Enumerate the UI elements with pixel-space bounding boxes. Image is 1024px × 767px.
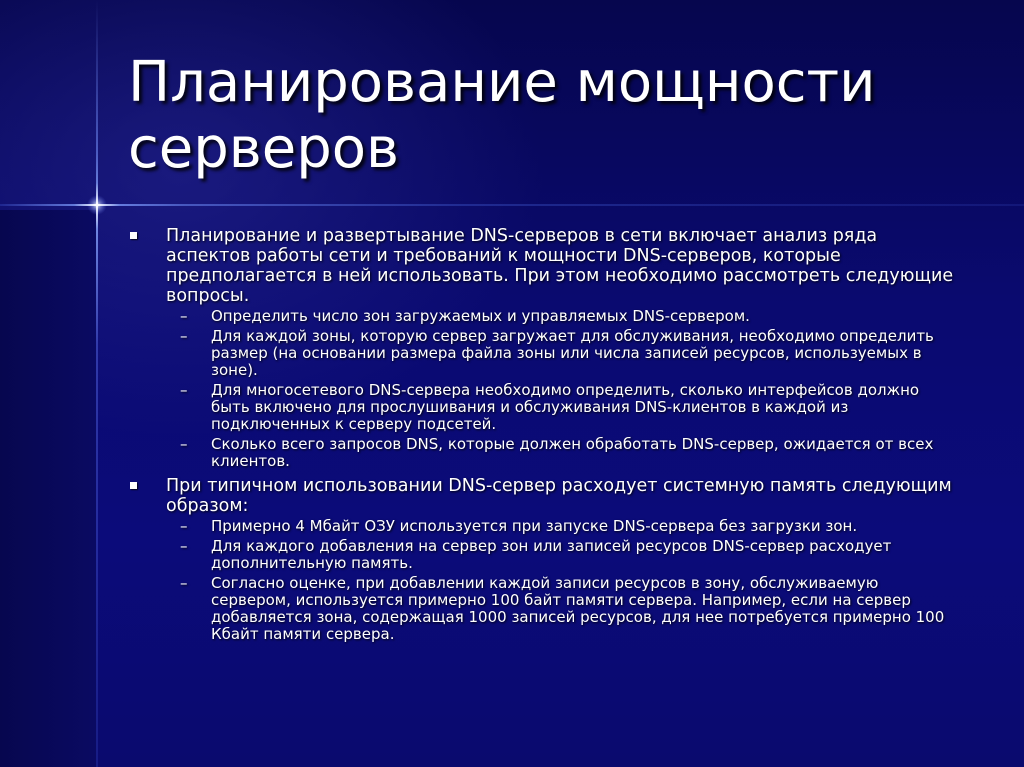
bullet-text: При типичном использовании DNS-сервер расходует системную память следующим образом: [166,476,952,516]
sub-bullet-item [128,518,958,535]
sub-bullet-text: Примерно 4 Мбайт ОЗУ используется при запуске DNS-сервера без загрузки зон. [211,517,858,535]
dash-bullet-icon: – [180,307,188,325]
dash-bullet-icon: – [180,517,188,535]
bullet-item [128,226,958,306]
sub-bullet-list [128,308,958,470]
horizontal-accent-line [0,204,1024,206]
vertical-accent-line [96,0,98,767]
sub-bullet-item [128,436,958,470]
sub-bullet-text: Для каждой зоны, которую сервер загружает для обслуживания, необходимо определить размер (на основании размера файла зоны или числа записей ресурсов, используемых в зоне). [211,327,934,379]
sparkle-icon [74,183,120,229]
sub-bullet-item [128,328,958,379]
sub-bullet-item [128,538,958,572]
sub-bullet-list [128,518,958,643]
dash-bullet-icon: – [180,327,188,345]
slide-title: Планирование мощности серверов [128,50,876,181]
dash-bullet-icon: – [180,435,188,453]
sub-bullet-text: Определить число зон загружаемых и управляемых DNS-сервером. [211,307,750,325]
sub-bullet-text: Для многосетевого DNS-сервера необходимо определить, сколько интерфейсов должно быть включено для прослушивания и обслуживания DNS-клиентов в каждой из подключенных к серверу подсетей. [211,381,920,433]
sub-bullet-text: Для каждого добавления на сервер зон или записей ресурсов DNS-сервер расходует дополнительную память. [211,537,892,572]
dash-bullet-icon: – [180,537,188,555]
dash-bullet-icon: – [180,574,188,592]
sub-bullet-item [128,382,958,433]
sub-bullet-item [128,308,958,325]
bullet-text: Планирование и развертывание DNS-серверов в сети включает анализ ряда аспектов работы сети и требований к мощности DNS-серверов, которые предполагается в ней использовать. При этом необходимо рассмотреть следующие вопросы. [166,226,954,306]
dash-bullet-icon: – [180,381,188,399]
left-shade-panel [0,210,96,767]
bullet-item [128,476,958,516]
slide-content [128,226,958,649]
sub-bullet-item [128,575,958,643]
sub-bullet-text: Согласно оценке, при добавлении каждой записи ресурсов в зону, обслуживаемую сервером, используется примерно 100 байт памяти сервера. Например, если на сервер добавляется зона, содержащая 1000 записей ресурсов, для нее потребуется примерно 100 Кбайт памяти сервера. [211,574,945,643]
sub-bullet-text: Сколько всего запросов DNS, которые должен обработать DNS-сервер, ожидается от всех клиентов. [211,435,934,470]
square-bullet-icon [130,482,137,489]
square-bullet-icon [130,232,137,239]
